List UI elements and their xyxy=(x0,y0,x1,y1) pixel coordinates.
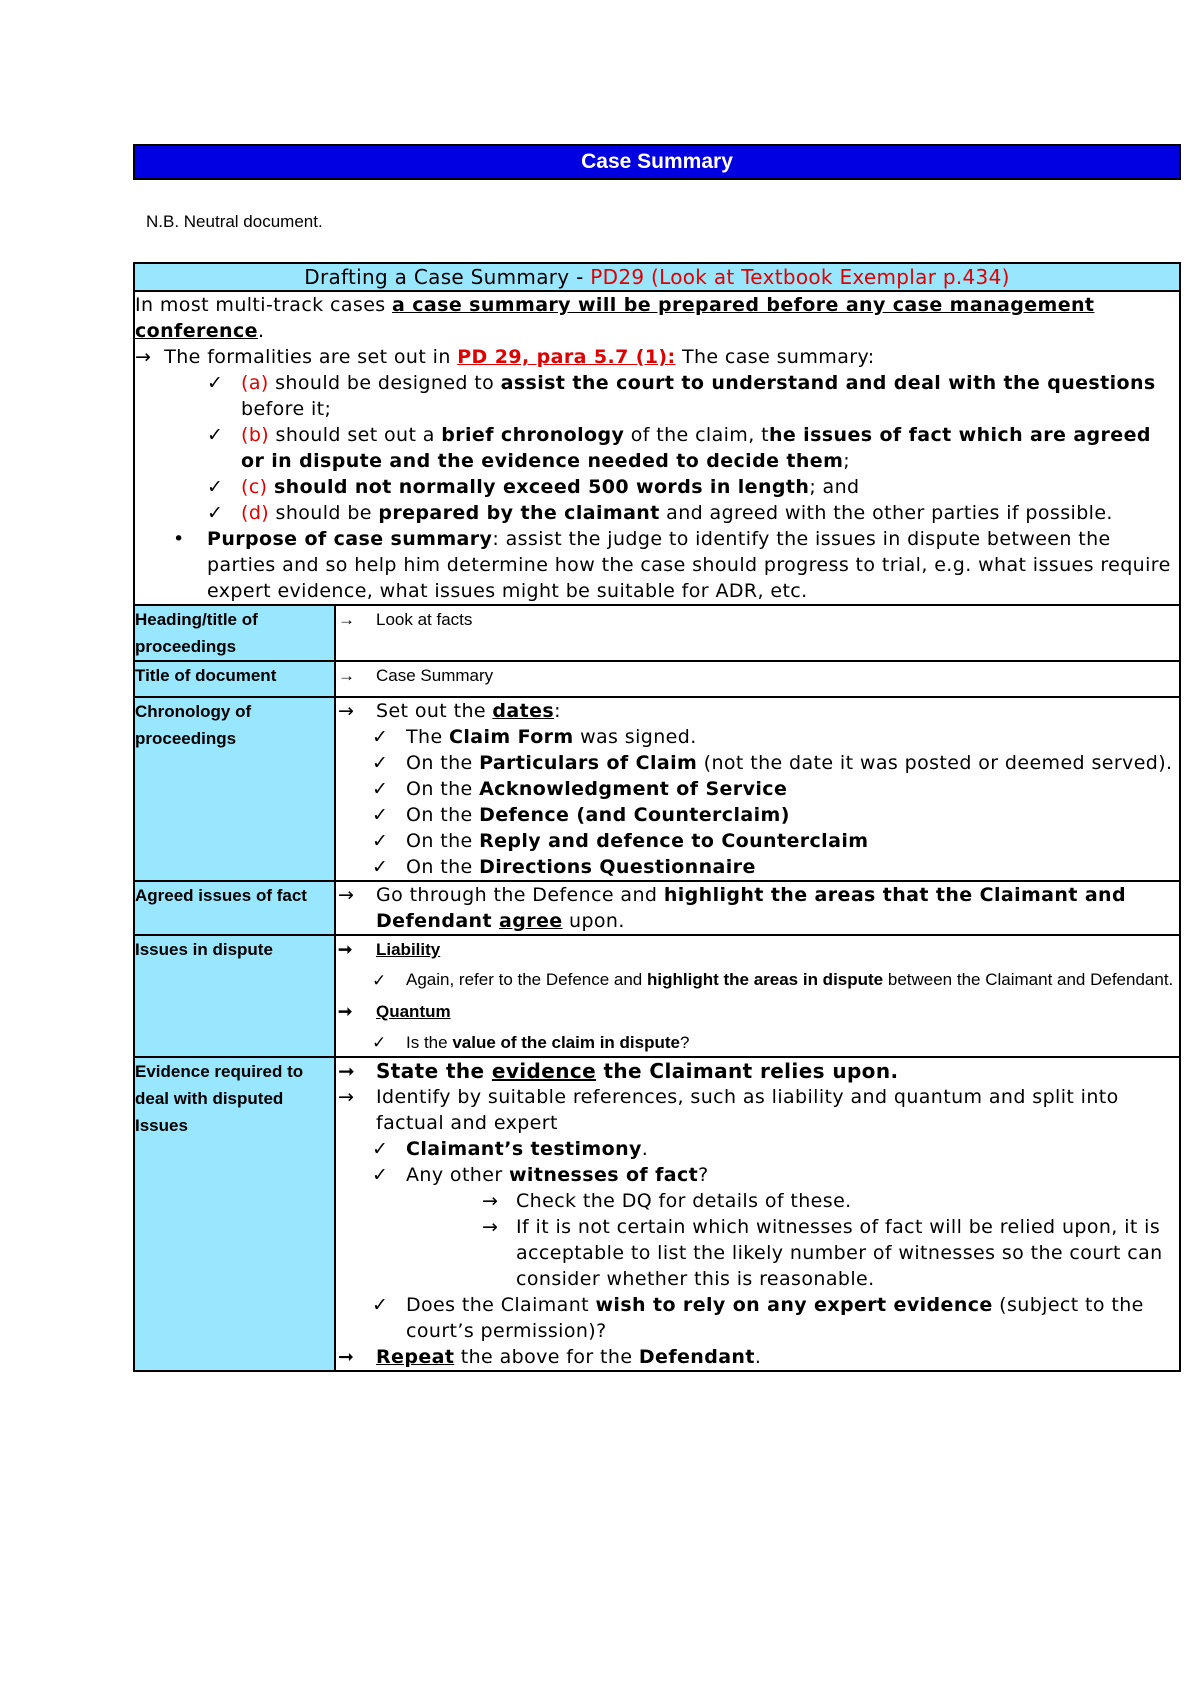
purpose-text: : assist the judge to identify the issues in dispute between the parties and so help him determine how the case should progress to trial, e.g. what issues require expert evidence, what issues might be suitable for ADR, etc. xyxy=(207,528,1171,602)
arrow-icon: → xyxy=(482,1190,499,1212)
list-item xyxy=(336,750,1179,776)
item-letter: (b) xyxy=(241,424,270,446)
item-bold: he issues of fact which are agreed or in dispute and the evidence needed to decide them xyxy=(241,424,1151,472)
intro-text: In most multi-track cases xyxy=(135,294,393,316)
item-text: . xyxy=(641,1138,649,1160)
item-text: If it is not certain which witnesses of fact will be relied upon, it is acceptable to list the likely number of witnesses so the court can consider whether this is reasonable. xyxy=(516,1216,1163,1290)
row-label: Title of document xyxy=(134,661,335,697)
item-letter: (a) xyxy=(241,372,269,394)
case-summary-table xyxy=(133,262,1181,1372)
row-label: Heading/title of proceedings xyxy=(134,605,335,661)
arrow-icon: ➞ xyxy=(338,1059,356,1083)
item-bold: Claimant’s testimony xyxy=(406,1138,642,1160)
arrow-icon: → xyxy=(135,346,152,368)
table-row xyxy=(134,605,1180,661)
intro-end: . xyxy=(257,320,265,342)
list-item xyxy=(336,828,1179,854)
content-bold: dates xyxy=(492,700,555,722)
item-text: should set out a xyxy=(269,424,442,446)
intro-cell xyxy=(134,291,1180,605)
content-line xyxy=(336,698,1179,724)
item-text: (subject to the court’s permission)? xyxy=(406,1294,1144,1342)
content-line xyxy=(336,998,1179,1025)
check-icon: ✓ xyxy=(207,476,224,498)
list-item xyxy=(336,1029,1179,1056)
check-icon: ✓ xyxy=(372,856,389,878)
table-row xyxy=(134,935,1180,1057)
formal-reference: PD 29, para 5.7 (1): xyxy=(457,346,676,368)
formal-text: The formalities are set out in xyxy=(164,346,458,368)
check-icon: ✓ xyxy=(372,1033,387,1052)
content-text: upon. xyxy=(562,910,625,932)
content-text: . xyxy=(754,1346,762,1368)
arrow-icon: ➞ xyxy=(338,1002,353,1021)
content-line xyxy=(336,606,1179,633)
item-text: On the xyxy=(406,752,480,774)
list-item xyxy=(135,422,1179,474)
list-item xyxy=(135,370,1179,422)
page-title: Case Summary xyxy=(133,144,1181,180)
table-row xyxy=(134,661,1180,697)
table-heading xyxy=(134,263,1180,291)
item-text: Does the Claimant xyxy=(406,1294,596,1316)
item-bold: Directions Questionnaire xyxy=(479,856,756,878)
item-text: On the xyxy=(406,778,480,800)
intro-line xyxy=(135,292,1179,344)
content-text: Look at facts xyxy=(376,610,473,629)
content-underline: evidence xyxy=(491,1059,597,1083)
content-bold: highlight the areas that the Claimant and Defendant xyxy=(376,884,1126,932)
item-text: (not the date it was posted or deemed served). xyxy=(697,752,1173,774)
row-content xyxy=(335,935,1180,1057)
item-letter: (d) xyxy=(241,502,270,524)
row-content xyxy=(335,661,1180,697)
item-text: ; xyxy=(843,450,851,472)
item-bold: witnesses of fact xyxy=(508,1164,699,1186)
item-text: Check the DQ for details of these. xyxy=(516,1190,852,1212)
sub-item xyxy=(336,1214,1179,1292)
purpose-item xyxy=(135,526,1179,604)
item-text: The xyxy=(406,726,449,748)
item-text: should be xyxy=(269,502,379,524)
item-text: was signed. xyxy=(573,726,697,748)
content-text: Set out the xyxy=(376,700,493,722)
check-icon: ✓ xyxy=(372,830,389,852)
check-icon: ✓ xyxy=(207,424,224,446)
item-bold: value of the claim in dispute xyxy=(452,1033,680,1052)
list-item xyxy=(336,854,1179,880)
nb-note: N.B. Neutral document. xyxy=(146,212,323,231)
row-content xyxy=(335,881,1180,935)
row-content xyxy=(335,605,1180,661)
table-row xyxy=(134,881,1180,935)
list-item xyxy=(336,967,1179,994)
item-text: On the xyxy=(406,856,480,878)
content-line xyxy=(336,662,1179,689)
item-text: Any other xyxy=(406,1164,509,1186)
heading-prefix: Drafting a Case Summary - xyxy=(304,265,591,289)
list-item xyxy=(336,1162,1179,1188)
item-bold: prepared by the claimant xyxy=(378,502,660,524)
row-content xyxy=(335,1057,1180,1371)
content-text: Case Summary xyxy=(376,666,494,685)
quantum-heading: Quantum xyxy=(376,1002,451,1021)
item-bold: brief chronology xyxy=(441,424,625,446)
item-bold: Particulars of Claim xyxy=(479,752,698,774)
item-bold: Defence (and Counterclaim) xyxy=(479,804,790,826)
item-text: On the xyxy=(406,804,480,826)
bullet-icon: • xyxy=(173,528,185,550)
heading-reference: PD29 (Look at Textbook Exemplar p.434) xyxy=(590,265,1010,289)
item-text: On the xyxy=(406,830,480,852)
content-text: Identify by suitable references, such as liability and quantum and split into factual and expert xyxy=(376,1086,1119,1134)
table-row xyxy=(134,1057,1180,1371)
check-icon: ✓ xyxy=(207,502,224,524)
content-underline: agree xyxy=(498,910,563,932)
content-line xyxy=(336,1084,1179,1136)
check-icon: ✓ xyxy=(372,1138,389,1160)
content-bold: State the xyxy=(376,1059,492,1083)
formalities-line xyxy=(135,344,1179,370)
item-bold: Acknowledgment of Service xyxy=(479,778,788,800)
list-item xyxy=(336,776,1179,802)
item-bold: Reply and defence to Counterclaim xyxy=(479,830,869,852)
item-bold: highlight the areas in dispute xyxy=(647,970,884,989)
item-bold: should not normally exceed 500 words in length xyxy=(273,476,810,498)
table-heading-row xyxy=(134,263,1180,291)
check-icon: ✓ xyxy=(372,752,389,774)
item-bold: wish to rely on any expert evidence xyxy=(595,1294,993,1316)
check-icon: ✓ xyxy=(207,372,224,394)
row-label: Evidence required to deal with disputed Issues xyxy=(134,1057,335,1371)
item-text: of the claim, t xyxy=(624,424,769,446)
list-item xyxy=(135,500,1179,526)
item-text: ? xyxy=(679,1033,690,1052)
row-content xyxy=(335,697,1180,881)
item-text: Again, refer to the Defence and xyxy=(406,970,647,989)
arrow-icon: → xyxy=(338,1086,355,1108)
item-letter: (c) xyxy=(241,476,268,498)
list-item xyxy=(336,802,1179,828)
check-icon: ✓ xyxy=(372,1294,389,1316)
arrow-icon: → xyxy=(482,1216,499,1238)
content-line xyxy=(336,1344,1179,1370)
content-text: the above for the xyxy=(454,1346,639,1368)
content-text: Go through the Defence and xyxy=(376,884,664,906)
purpose-bold: Purpose of case summary xyxy=(207,528,493,550)
content-line xyxy=(336,1058,1179,1084)
item-text: between the Claimant and Defendant. xyxy=(883,970,1174,989)
arrow-icon: → xyxy=(338,700,355,722)
content-line xyxy=(336,882,1179,934)
item-bold: assist the court to understand and deal with the questions xyxy=(500,372,1156,394)
content-text: : xyxy=(554,700,561,722)
check-icon: ✓ xyxy=(372,971,387,990)
list-item xyxy=(336,724,1179,750)
check-icon: ✓ xyxy=(372,726,389,748)
content-bold: Defendant xyxy=(638,1346,755,1368)
content-underline: Repeat xyxy=(376,1346,455,1368)
arrow-icon: → xyxy=(338,610,355,629)
item-text: ? xyxy=(698,1164,709,1186)
row-label: Issues in dispute xyxy=(134,935,335,1057)
row-label: Chronology of proceedings xyxy=(134,697,335,881)
list-item xyxy=(336,1292,1179,1344)
intro-bold: a case summary will be prepared before any case management conference xyxy=(135,294,1095,342)
check-icon: ✓ xyxy=(372,778,389,800)
sub-item xyxy=(336,1188,1179,1214)
arrow-icon: ➞ xyxy=(338,1346,355,1368)
check-icon: ✓ xyxy=(372,804,389,826)
item-text: before it; xyxy=(241,398,332,420)
item-text: and agreed with the other parties if possible. xyxy=(659,502,1113,524)
item-text: ; and xyxy=(809,476,860,498)
arrow-icon: → xyxy=(338,666,355,685)
item-text: should be designed to xyxy=(268,372,501,394)
item-bold: Claim Form xyxy=(448,726,574,748)
arrow-icon: ➞ xyxy=(338,940,353,959)
item-text: Is the xyxy=(406,1033,453,1052)
intro-row xyxy=(134,291,1180,605)
list-item xyxy=(336,1136,1179,1162)
check-icon: ✓ xyxy=(372,1164,389,1186)
row-label: Agreed issues of fact xyxy=(134,881,335,935)
liability-heading: Liability xyxy=(376,940,441,959)
content-bold: the Claimant relies upon. xyxy=(596,1059,899,1083)
formal-end: The case summary: xyxy=(675,346,875,368)
content-line xyxy=(336,936,1179,963)
list-item xyxy=(135,474,1179,500)
table-row xyxy=(134,697,1180,881)
arrow-icon: → xyxy=(338,884,355,906)
